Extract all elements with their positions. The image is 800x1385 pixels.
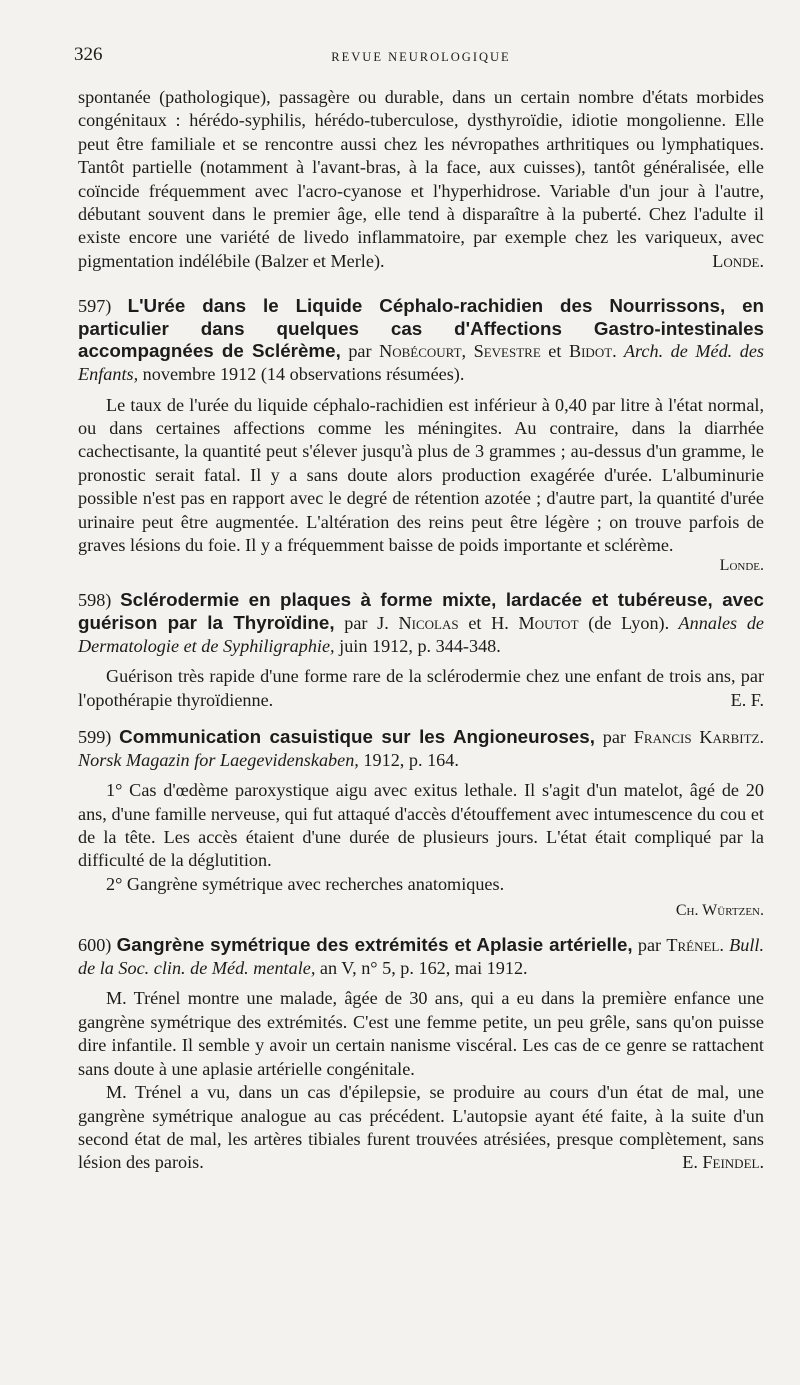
body-text xyxy=(78,86,764,1175)
entry-title: Gangrène symétrique des extrémités et Aplasie artérielle, xyxy=(116,934,633,956)
authors-prefix: par xyxy=(594,727,634,748)
entry-authors-2: Bidot. xyxy=(568,341,617,362)
entry-heading xyxy=(78,934,764,979)
entry-number: 598) xyxy=(78,590,112,611)
intro-text: spontanée (pathologique), passagère ou durable, dans un certain nombre d'états morbides congénitaux : hérédo-syphilis, hérédo-tuberculose, dysthyroïdie, idiotie mongolienne. Elle peut être familiale et se rencontre aussi chez les névropathes arthritiques ou lymphatiques. Tantôt partielle (notamment à l'avant-bras, à la face, aux cuisses), tantôt généralisée, elle coïncide fréquemment avec l'acro-cyanose et l'hyperhidrose. Variable d'un jour à l'autre, débutant souvent dans le premier âge, elle tend à disparaître à la puberté. Chez l'adulte il existe encore une variété de livedo inflammatoire, par exemple chez les variqueux, avec pigmentation indélébile (Balzer et Merle). xyxy=(78,87,764,271)
entry-reference: juin 1912, p. 344-348. xyxy=(334,635,501,656)
entry-paragraph: M. Trénel montre une malade, âgée de 30 ans, qui a eu dans la première enfance une gangrène symétrique des extrémités. C'est une femme petite, un peu grêle, sans qu'on puisse dire infantile. Il semble y avoir un certain nanisme viscéral. Les cas de ce genre se rattachent sans doute à une aplasie artérielle congénitale. xyxy=(78,988,764,1079)
entry-number: 597) xyxy=(78,296,112,317)
entry-paragraph-text: M. Trénel a vu, dans un cas d'épilepsie, se produire au cours d'un état de mal, une gangrène symétrique analogue au cas précédent. L'autopsie ayant été faite, à la suite d'un second état de mal, les artères tibiales furent trouvées atrésiées, presque complètement, sans lésion des parois. xyxy=(78,1082,764,1173)
entry-reference: an V, n° 5, p. 162, mai 1912. xyxy=(315,957,528,978)
entry-title: L'Urée dans le Liquide Céphalo-rachidien des Nourrissons, en particulier dans quelques cas d'Affections Gastro-intestinales accompagnées de Sclérème, xyxy=(78,295,765,362)
page-number: 326 xyxy=(74,44,103,65)
authors-prefix: par xyxy=(340,341,380,362)
page-header xyxy=(74,44,764,68)
authors-join: et xyxy=(540,341,569,362)
intro-paragraph xyxy=(78,86,764,273)
entry-paragraph: Le taux de l'urée du liquide céphalo-rachidien est inférieur à 0,40 par litre à l'état normal, ou dans certaines affections comme les méningites. Au contraire, dans la diarrhée cachectisante, la quantité peut s'élever jusqu'à plus de 3 grammes ; au-dessus d'un gramme, le pronostic serait fatal. Il y a sans doute alors production exagérée d'urée. L'albuminurie possible n'est pas en rapport avec le degré de rétention azotée ; d'autre part, la quantité d'urée urinaire peut être augmentée. L'altération des reins peut être légère ; on trouve parfois de graves lésions du foie. Il y a fréquemment baisse de poids importante et sclérème. xyxy=(78,394,764,556)
entry-signature: E. Feindel. xyxy=(682,1152,764,1173)
entry-paragraph: 2° Gangrène symétrique avec recherches anatomiques. xyxy=(106,873,505,894)
entry-signature: Ch. Würtzen. xyxy=(675,902,764,920)
entry-title: Sclérodermie en plaques à forme mixte, lardacée et tubéreuse, avec guérison par la Thyroïdine, xyxy=(78,589,764,634)
entry-paragraph: 1° Cas d'œdème paroxystique aigu avec exitus lethale. Il s'agit d'un matelot, âgé de 20 ans, d'une famille nerveuse, qui fut attaqué d'accès d'étouffement avec intumescence du cou et de la tête. Les accès étaient d'une durée de plusieurs jours. L'état était compliqué par la difficulté de la déglutition. xyxy=(78,780,764,871)
intro-signature: Londe. xyxy=(712,250,764,271)
entry-paragraph xyxy=(78,665,764,712)
running-title: REVUE NEUROLOGIQUE xyxy=(331,50,511,64)
authors-suffix: (de Lyon). xyxy=(578,613,670,634)
entry-authors: Francis Karbitz. xyxy=(633,727,765,748)
entry-599 xyxy=(78,726,764,920)
entry-paragraph-text: Guérison très rapide d'une forme rare de la sclérodermie chez une enfant de trois ans, par l'opothérapie thyroïdienne. xyxy=(78,666,764,710)
entry-598 xyxy=(78,589,764,712)
entry-signature: E. F. xyxy=(730,689,764,710)
entry-number: 600) xyxy=(78,935,112,956)
entry-authors: Trénel. xyxy=(666,935,724,956)
entry-heading xyxy=(78,726,764,771)
entry-signature: Londe. xyxy=(719,557,764,575)
entry-journal: Arch. de Méd. des Enfants, xyxy=(78,341,765,385)
entry-authors: Nicolas xyxy=(398,613,459,634)
entry-heading xyxy=(78,589,764,657)
entry-600 xyxy=(78,934,764,1174)
entry-reference: novembre 1912 (14 observations résumées). xyxy=(138,364,465,385)
entry-heading xyxy=(78,295,764,385)
authors-prefix: par J. xyxy=(334,613,399,634)
entry-reference: 1912, p. 164. xyxy=(358,749,459,770)
entry-paragraph xyxy=(78,1081,764,1175)
authors-join: et H. xyxy=(458,613,519,634)
entry-authors-2: Moutot xyxy=(518,613,579,634)
entry-journal: Bull. de la Soc. clin. de Méd. mentale, xyxy=(78,935,765,978)
entry-journal: Norsk Magazin for Laegevidenskaben, xyxy=(78,749,359,770)
entry-title: Communication casuistique sur les Angioneuroses, xyxy=(119,726,595,748)
entry-number: 599) xyxy=(78,727,112,748)
entry-authors: Nobécourt, Sevestre xyxy=(379,341,541,362)
entry-597 xyxy=(78,295,764,575)
entry-journal: Annales de Dermatologie et de Syphiligraphie, xyxy=(78,613,764,656)
authors-prefix: par xyxy=(632,935,667,956)
